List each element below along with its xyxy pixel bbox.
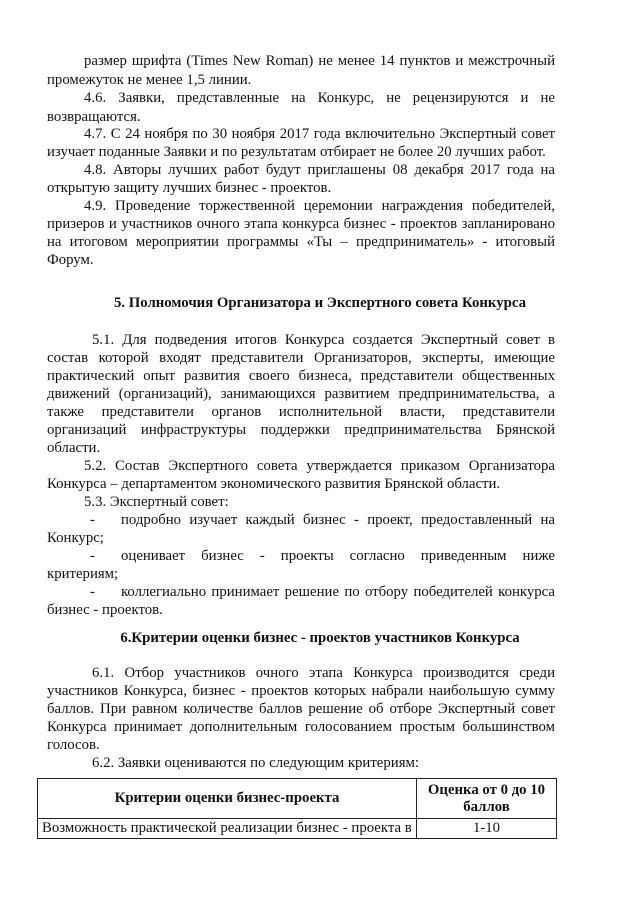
bullet-text: подробно изучает каждый бизнес - проект, предоставленный на xyxy=(121,512,555,528)
text-line: 4.8. Авторы лучших работ будут приглашены 08 декабря 2017 года на xyxy=(84,162,555,178)
text-line: 5.3. Экспертный совет: xyxy=(84,494,229,510)
text-line: 4.9. Проведение торжественной церемонии награждения победителей, xyxy=(84,198,555,214)
text-line: бизнес - проектов. xyxy=(47,602,163,618)
text-line: также представители органов исполнительной власти, представители xyxy=(47,404,555,420)
dash-marker: - xyxy=(90,548,95,564)
text-line: 4.6. Заявки, представленные на Конкурс, не рецензируются и не xyxy=(84,90,555,106)
text-line: 5.1. Для подведения итогов Конкурса создается Экспертный совет в xyxy=(92,332,555,348)
bullet-text: оценивает бизнес - проекты согласно приведенным ниже xyxy=(121,548,555,564)
criteria-table xyxy=(37,778,557,839)
text-line: Конкурса – департаментом экономического развития Брянской области. xyxy=(47,476,501,492)
text-line: 6.2. Заявки оцениваются по следующим критериям: xyxy=(92,755,419,771)
text-line: критериям; xyxy=(47,566,119,582)
text-line: 4.7. С 24 ноября по 30 ноября 2017 года включительно Экспертный совет xyxy=(84,126,555,142)
text-line: промежуток не менее 1,5 линии. xyxy=(47,72,252,88)
text-line: 5.2. Состав Экспертного совета утверждается приказом Организатора xyxy=(84,458,555,474)
section-heading-6: 6.Критерии оценки бизнес - проектов участников Конкурса xyxy=(120,630,520,646)
text-line: баллов. При равном количестве баллов решение об отборе Экспертный совет xyxy=(47,701,555,717)
text-line: открытую защиту лучших бизнес - проектов. xyxy=(47,180,332,196)
text-line: 6.1. Отбор участников очного этапа Конкурса производится среди xyxy=(92,665,555,681)
text-line: на итоговом мероприятии программы «Ты – предприниматель» - итоговый xyxy=(47,234,555,250)
score-cell: 1-10 xyxy=(417,819,557,839)
text-line: изучает поданные Заявки и по результатам отбирает не более 20 лучших работ. xyxy=(47,144,546,160)
section-heading-5: 5. Полномочия Организатора и Экспертного совета Конкурса xyxy=(113,295,527,311)
text-line: области. xyxy=(47,440,101,456)
header-criteria: Критерии оценки бизнес-проекта xyxy=(38,779,417,819)
text-line: практический опыт развития своего бизнеса, представители общественных xyxy=(47,368,555,384)
criterion-cell: Возможность практической реализации бизнес - проекта в xyxy=(38,819,417,839)
text-line: голосов. xyxy=(47,737,100,753)
text-line: участников Конкурса, бизнес - проектов которых набрали наибольшую сумму xyxy=(47,683,555,699)
table-row xyxy=(38,819,557,839)
dash-marker: - xyxy=(90,584,95,600)
dash-marker: - xyxy=(90,512,95,528)
text-line: размер шрифта (Times New Roman) не менее 14 пунктов и межстрочный xyxy=(84,53,555,69)
text-line: Конкурс; xyxy=(47,530,104,546)
text-line: призеров и участников очного этапа конкурса бизнес - проектов запланировано xyxy=(47,216,555,232)
bullet-text: коллегиально принимает решение по отбору победителей конкурса xyxy=(121,584,555,600)
header-score: Оценка от 0 до 10 баллов xyxy=(417,779,557,819)
text-line: Форум. xyxy=(47,252,94,268)
text-line: состав которой входят представители Организаторов, эксперты, имеющие xyxy=(47,350,555,366)
table-header-row xyxy=(38,779,557,819)
text-line: возвращаются. xyxy=(47,109,141,125)
text-line: движений (организаций), занимающихся развитием предпринимательства, а xyxy=(47,386,555,402)
text-line: организаций инфраструктуры поддержки предпринимательства Брянской xyxy=(47,422,555,438)
text-line: Конкурса принимает дополнительным голосованием простым большинством xyxy=(47,719,555,735)
